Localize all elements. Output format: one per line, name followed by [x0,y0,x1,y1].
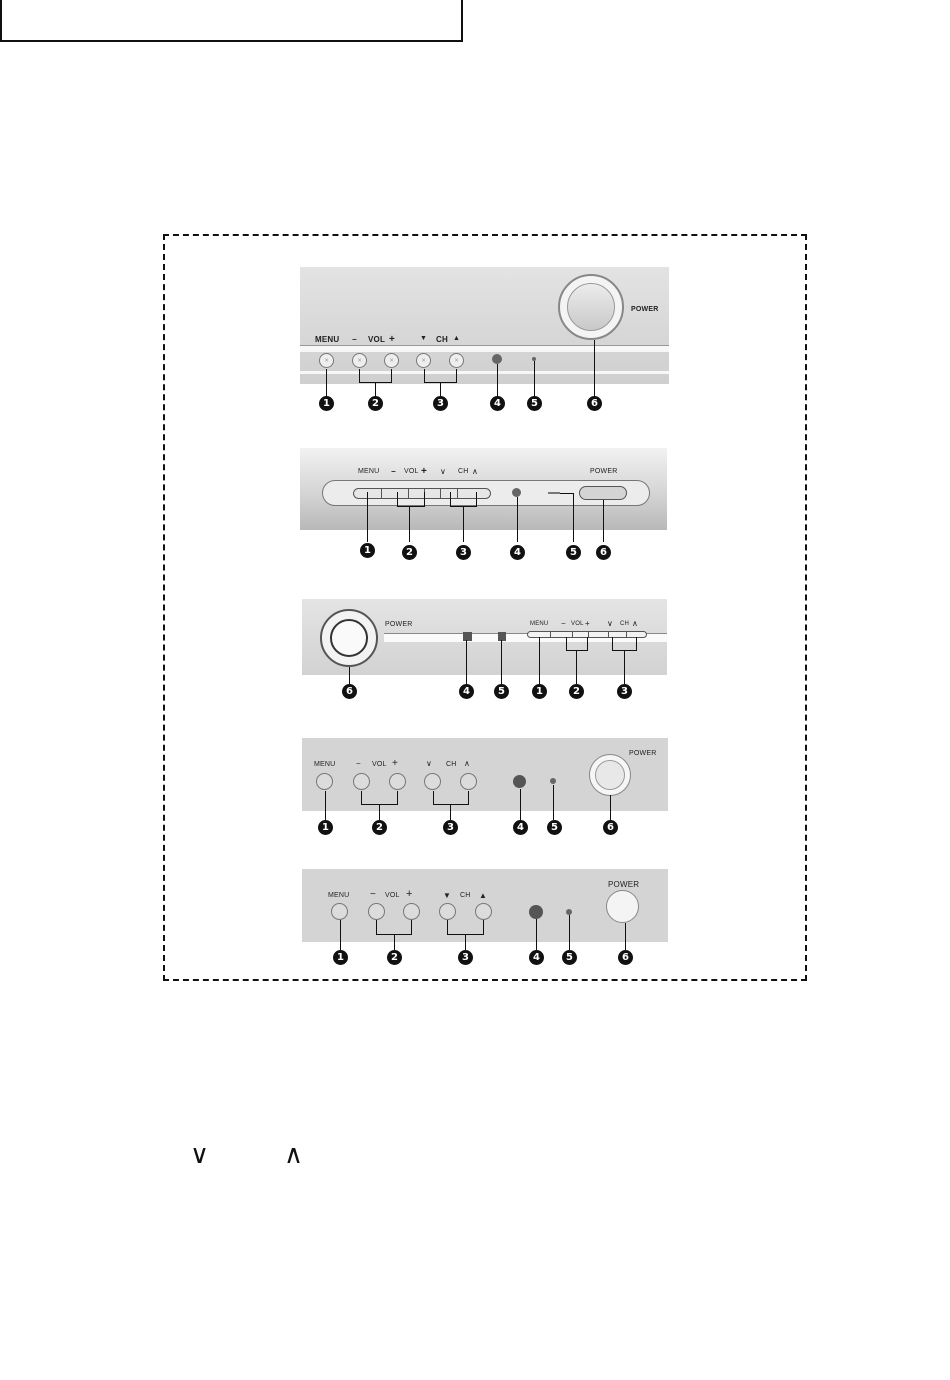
vol-plus-label: + [389,334,396,345]
menu-button[interactable] [319,353,334,368]
remote-sensor [513,775,526,788]
ch-up-button[interactable] [460,773,477,790]
power-label: POWER [590,468,618,475]
ch-up-label: ∧ [472,467,479,476]
vol-label: VOL [571,621,584,627]
power-button[interactable] [606,890,639,923]
ch-down-label: ∨ [440,467,447,476]
callout-4: 4 [513,820,528,835]
vol-label: VOL [385,892,400,899]
vol-minus-label: − [561,619,566,628]
power-button[interactable] [589,754,631,796]
menu-label: MENU [530,621,549,627]
callout-2: 2 [372,820,387,835]
ch-down-button[interactable] [439,903,456,920]
ch-down-label: ∨ [426,759,433,768]
ch-label: CH [436,335,448,344]
ch-up-button[interactable] [457,489,458,498]
callout-6: 6 [587,396,602,411]
callout-4: 4 [510,545,525,560]
callout-3: 3 [458,950,473,965]
callout-2: 2 [569,684,584,699]
power-label: POWER [608,880,640,889]
menu-label: MENU [358,468,380,475]
vol-down-button[interactable] [408,489,409,498]
callout-6: 6 [342,684,357,699]
menu-label: MENU [328,892,350,899]
callout-1: 1 [333,950,348,965]
menu-button[interactable] [331,903,348,920]
vol-label: VOL [404,468,419,475]
power-button[interactable] [579,486,627,500]
menu-button[interactable] [550,632,551,637]
callout-5: 5 [527,396,542,411]
chevron-up-icon: ∧ [284,1140,304,1170]
vol-down-button[interactable] [572,632,573,637]
vol-down-button[interactable] [368,903,385,920]
callout-3: 3 [617,684,632,699]
callout-3: 3 [443,820,458,835]
menu-button[interactable] [381,489,382,498]
remote-sensor [492,354,502,364]
panel-b [300,448,667,530]
callout-1: 1 [532,684,547,699]
ch-up-label: ∧ [464,759,471,768]
callout-5: 5 [562,950,577,965]
ch-up-label: ▲ [479,891,488,900]
vol-minus-label: − [356,759,361,768]
ch-down-label: ∨ [607,619,614,628]
vol-plus-label: + [585,619,590,628]
ch-down-button[interactable] [608,632,609,637]
callout-1: 1 [319,396,334,411]
menu-button[interactable] [316,773,333,790]
callout-3: 3 [433,396,448,411]
vol-label: VOL [372,761,387,768]
ch-down-button[interactable] [424,773,441,790]
ch-up-button[interactable] [449,353,464,368]
vol-up-button[interactable] [389,773,406,790]
ch-label: CH [620,621,630,627]
vol-down-button[interactable] [353,773,370,790]
panel-b-button-strip [353,488,491,499]
remote-sensor [529,905,543,919]
ch-label: CH [446,761,457,768]
callout-6: 6 [596,545,611,560]
ch-up-button[interactable] [626,632,627,637]
callout-4: 4 [490,396,505,411]
callout-4: 4 [529,950,544,965]
vol-label: VOL [368,335,386,344]
panel-e [302,869,668,942]
power-label: POWER [385,621,413,628]
callout-5: 5 [566,545,581,560]
ch-up-label: ▲ [453,335,461,342]
power-indicator [498,632,506,641]
callout-5: 5 [494,684,509,699]
vol-minus-label: − [370,889,377,900]
menu-label: MENU [314,761,336,768]
menu-label: MENU [315,335,340,344]
vol-plus-label: + [406,888,413,900]
vol-plus-label: + [421,466,428,477]
ch-down-label: ▼ [420,335,428,342]
vol-up-button[interactable] [588,632,589,637]
callout-4: 4 [459,684,474,699]
vol-minus-label: − [391,467,396,476]
vol-up-button[interactable] [384,353,399,368]
callout-5: 5 [547,820,562,835]
callout-1: 1 [360,543,375,558]
callout-6: 6 [603,820,618,835]
callout-6: 6 [618,950,633,965]
power-label: POWER [631,306,659,313]
ch-down-button[interactable] [440,489,441,498]
callout-1: 1 [318,820,333,835]
power-button[interactable] [558,274,624,340]
vol-minus-label: − [352,335,357,344]
callout-2: 2 [368,396,383,411]
ch-down-label: ▼ [443,891,452,900]
ch-label: CH [460,892,471,899]
power-indicator [548,492,560,494]
power-label: POWER [629,750,657,757]
ch-up-button[interactable] [475,903,492,920]
vol-plus-label: + [392,758,399,769]
ch-label: CH [458,468,469,475]
vol-down-button[interactable] [352,353,367,368]
header-box [0,0,463,42]
panel-a-ledge-lower [300,371,669,374]
callout-2: 2 [402,545,417,560]
power-indicator [550,778,556,784]
ch-up-label: ∧ [632,619,639,628]
ch-down-button[interactable] [416,353,431,368]
panel-d [302,738,668,811]
callout-3: 3 [456,545,471,560]
vol-up-button[interactable] [403,903,420,920]
chevron-down-icon: ∨ [190,1140,210,1170]
power-button[interactable] [320,609,378,667]
callout-2: 2 [387,950,402,965]
remote-sensor [463,632,472,641]
remote-sensor [512,488,521,497]
panel-a [300,267,669,384]
panel-a-ledge [300,345,669,352]
